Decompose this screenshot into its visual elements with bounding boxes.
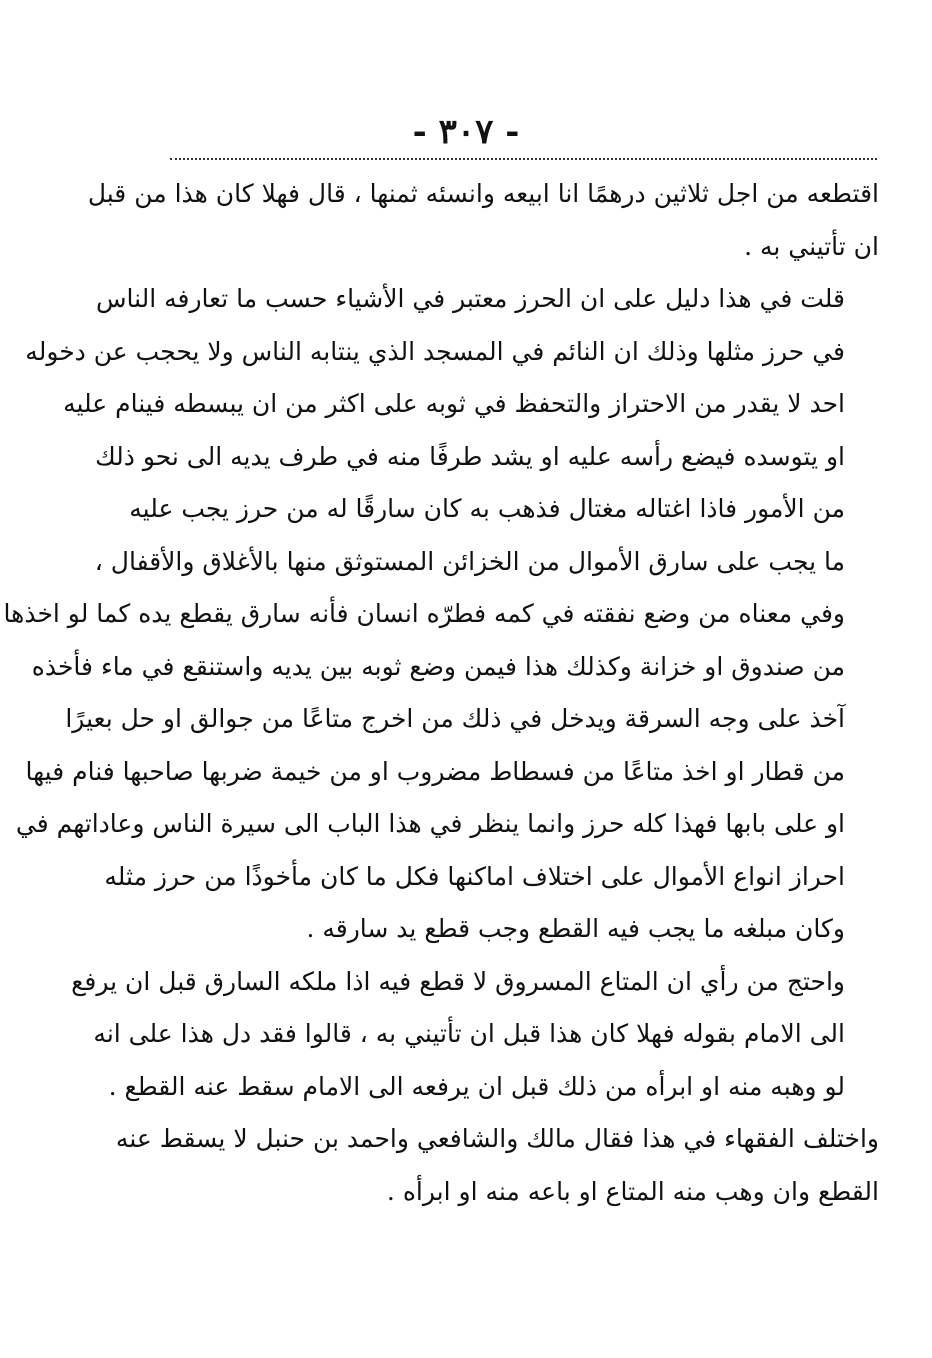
text-line: القطع وان وهب منه المتاع او باعه منه او ابرأه .: [386, 1176, 879, 1206]
text-line: وفي معناه من وضع نفقته في كمه فطرّه انسان فأنه سارق يقطع يده كما لو اخذها: [3, 599, 845, 628]
text-line: من صندوق او خزانة وكذلك هذا فيمن وضع ثوبه بين يديه واستنقع في ماء فأخذه: [31, 651, 845, 681]
text-line: احد لا يقدر من الاحتراز والتحفظ في ثوبه على اكثر من ان يبسطه فينام عليه: [63, 389, 845, 418]
text-line: احراز انواع الأموال على اختلاف اماكنها فكل ما كان مأخوذًا من حرز مثله: [104, 861, 845, 891]
text-line: ان تأتيني به .: [744, 231, 879, 261]
text-line: لو وهبه منه او ابرأه من ذلك قبل ان يرفعه الى الامام سقط عنه القطع .: [108, 1071, 845, 1101]
text-line: ما يجب على سارق الأموال من الخزائن المستوثق منها بالأغلاق والأقفال ،: [94, 546, 845, 576]
paragraph: [87, 168, 879, 273]
text-line: واختلف الفقهاء في هذا فقال مالك والشافعي واحمد بن حنبل لا يسقط عنه: [115, 1124, 879, 1153]
paragraph: [71, 956, 879, 1114]
header-rule: [170, 158, 877, 160]
text-line: آخذ على وجه السرقة ويدخل في ذلك من اخرج متاعًا من جوالق او حل بعيرًا: [65, 704, 845, 733]
text-line: في حرز مثلها وذلك ان النائم في المسجد الذي ينتابه الناس ولا يحجب عن دخوله: [25, 336, 845, 366]
text-line: اقتطعه من اجل ثلاثين درهمًا انا ابيعه وانسئه ثمنها ، قال فهلا كان هذا من قبل: [87, 179, 879, 208]
text-line: واحتج من رأي ان المتاع المسروق لا قطع فيه اذا ملكه السارق قبل ان يرفع: [71, 966, 845, 996]
text-line: او على بابها فهذا كله حرز وانما ينظر في هذا الباب الى سيرة الناس وعاداتهم في: [15, 809, 845, 838]
paragraph: [3, 273, 879, 956]
body-text: [3, 168, 879, 1218]
text-line: او يتوسده فيضع رأسه عليه او يشد طرفًا منه في طرف يديه الى نحو ذلك: [95, 441, 845, 471]
page-number: - ٣٠٧ -: [412, 112, 520, 152]
text-line: من قطار او اخذ متاعًا من فسطاط مضروب او من خيمة ضربها صاحبها فنام فيها: [25, 756, 845, 786]
text-line: الى الامام بقوله فهلا كان هذا قبل ان تأتيني به ، قالوا فقد دل هذا على انه: [93, 1019, 845, 1048]
text-line: من الأمور فاذا اغتاله مغتال فذهب به كان سارقًا له من حرز يجب عليه: [129, 494, 845, 523]
paragraph: [115, 1113, 879, 1218]
text-line: قلت في هذا دليل على ان الحرز معتبر في الأشياء حسب ما تعارفه الناس: [95, 284, 845, 313]
text-line: وكان مبلغه ما يجب فيه القطع وجب قطع يد سارقه .: [306, 914, 845, 943]
